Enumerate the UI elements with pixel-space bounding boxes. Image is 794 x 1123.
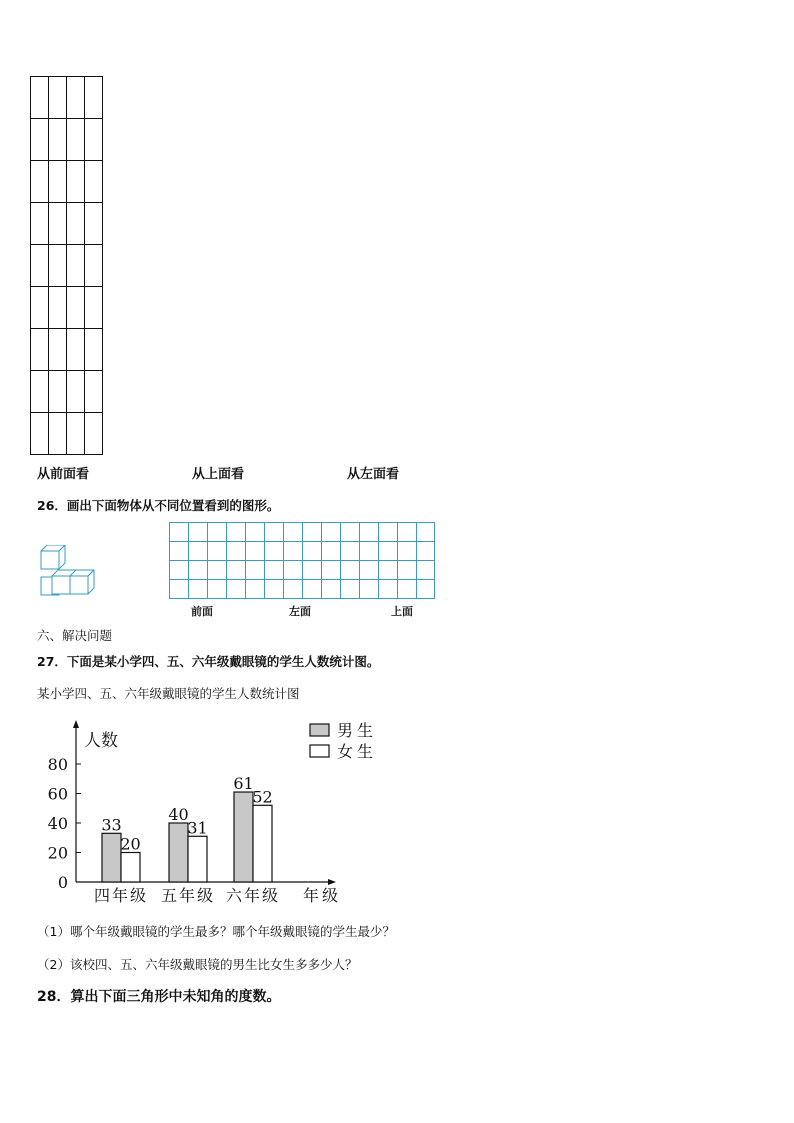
legend-label: 男生 [337, 721, 378, 740]
y-tick-label: 20 [47, 843, 68, 863]
bar-data-label: 20 [120, 834, 141, 854]
view-label-top: 从上面看 [192, 467, 245, 482]
y-tick-label: 0 [57, 873, 68, 892]
q26-label-top: 上面 [391, 605, 413, 618]
bar-data-label: 52 [252, 787, 273, 807]
view-label-left: 从左面看 [347, 467, 400, 482]
q25-answer-grid [30, 76, 104, 456]
x-tick-label: 五年级 [160, 886, 216, 905]
x-axis-arrow [328, 879, 336, 885]
bar-data-label: 31 [187, 818, 208, 838]
view-label-front: 从前面看 [37, 467, 90, 482]
legend-swatch [310, 724, 329, 736]
q26-label-left: 左面 [289, 605, 311, 618]
bar-chart [40, 712, 400, 912]
question-27-part-1: （1）哪个年级戴眼镜的学生最多？哪个年级戴眼镜的学生最少？ [37, 924, 395, 939]
bar-boys [234, 792, 253, 882]
bar-data-label: 33 [101, 815, 122, 835]
y-axis-label: 人数 [84, 731, 118, 751]
x-axis-label: 年级 [303, 886, 342, 905]
legend-label: 女生 [337, 742, 378, 761]
question-27: 27．下面是某小学四、五、六年级戴眼镜的学生人数统计图。 [37, 654, 380, 669]
question-28: 28．算出下面三角形中未知角的度数。 [37, 989, 281, 1005]
section-6-title: 六、解决问题 [37, 628, 113, 643]
bar-boys [169, 823, 188, 882]
bar-data-label: 61 [233, 774, 254, 794]
bar-girls [253, 805, 272, 882]
bar-data-label: 40 [168, 805, 189, 824]
chart-title: 某小学四、五、六年级戴眼镜的学生人数统计图 [37, 686, 300, 701]
question-26: 26．画出下面物体从不同位置看到的图形。 [37, 498, 280, 513]
x-tick-label: 四年级 [93, 886, 149, 905]
x-tick-label: 六年级 [225, 886, 281, 905]
bar-girls [188, 836, 207, 882]
y-axis-arrow [73, 720, 79, 728]
q26-answer-grid [169, 522, 436, 600]
y-tick-label: 40 [47, 814, 68, 833]
legend-swatch [310, 745, 329, 757]
bar-girls [121, 853, 140, 883]
y-tick-label: 80 [47, 755, 68, 774]
question-27-part-2: （2）该校四、五、六年级戴眼镜的男生比女生多多少人？ [37, 957, 358, 972]
y-tick-label: 60 [47, 784, 68, 804]
bar-boys [102, 833, 121, 882]
cube-figure [35, 545, 99, 601]
q26-label-front: 前面 [191, 605, 213, 618]
